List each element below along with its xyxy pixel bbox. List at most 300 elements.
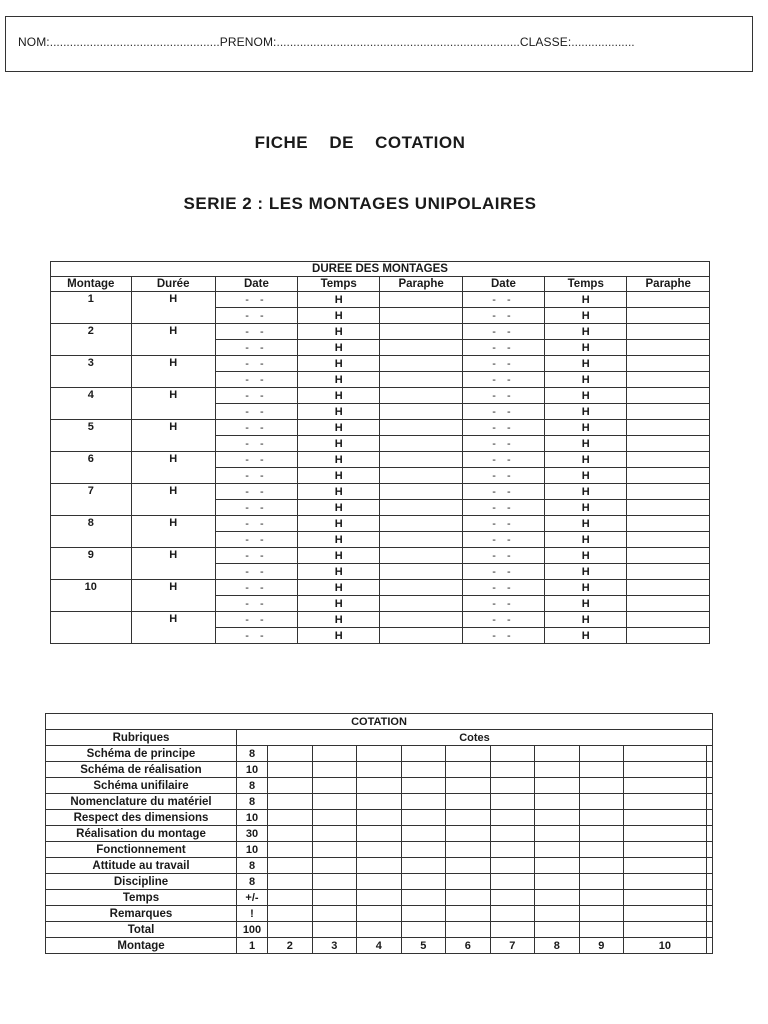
- duree-cell[interactable]: H: [131, 516, 215, 548]
- cote-cell[interactable]: [579, 874, 624, 890]
- cote-cell[interactable]: [624, 874, 707, 890]
- paraphe-cell[interactable]: [380, 356, 462, 372]
- cote-cell[interactable]: [401, 810, 446, 826]
- cote-cell[interactable]: [535, 826, 580, 842]
- cote-cell[interactable]: [401, 794, 446, 810]
- cote-cell[interactable]: [490, 762, 535, 778]
- cote-cell[interactable]: [312, 778, 357, 794]
- date-cell[interactable]: - -: [215, 452, 297, 468]
- date-cell[interactable]: - -: [462, 596, 544, 612]
- cote-cell[interactable]: [401, 826, 446, 842]
- cote-cell[interactable]: [706, 842, 712, 858]
- temps-cell[interactable]: H: [298, 340, 380, 356]
- cote-cell[interactable]: [357, 826, 402, 842]
- date-cell[interactable]: - -: [215, 564, 297, 580]
- date-cell[interactable]: - -: [462, 532, 544, 548]
- paraphe-cell[interactable]: [380, 420, 462, 436]
- cote-cell[interactable]: [357, 874, 402, 890]
- cote-cell[interactable]: [401, 874, 446, 890]
- date-cell[interactable]: - -: [215, 436, 297, 452]
- paraphe-cell[interactable]: [627, 548, 710, 564]
- temps-cell[interactable]: H: [545, 532, 627, 548]
- temps-cell[interactable]: H: [545, 436, 627, 452]
- date-cell[interactable]: - -: [215, 612, 297, 628]
- cote-cell[interactable]: [535, 842, 580, 858]
- date-cell[interactable]: - -: [215, 548, 297, 564]
- paraphe-cell[interactable]: [380, 292, 462, 308]
- paraphe-cell[interactable]: [380, 532, 462, 548]
- cote-cell[interactable]: [624, 746, 707, 762]
- cote-cell[interactable]: [579, 890, 624, 906]
- date-cell[interactable]: - -: [215, 532, 297, 548]
- cote-cell[interactable]: [446, 890, 491, 906]
- duree-cell[interactable]: H: [131, 420, 215, 452]
- temps-cell[interactable]: H: [298, 388, 380, 404]
- paraphe-cell[interactable]: [380, 452, 462, 468]
- cote-cell[interactable]: [268, 842, 313, 858]
- date-cell[interactable]: - -: [462, 324, 544, 340]
- cotation-row: [46, 794, 713, 810]
- cote-cell[interactable]: [535, 810, 580, 826]
- cote-cell[interactable]: [268, 794, 313, 810]
- date-cell[interactable]: - -: [215, 420, 297, 436]
- paraphe-cell[interactable]: [380, 404, 462, 420]
- paraphe-cell[interactable]: [380, 596, 462, 612]
- duree-cell[interactable]: H: [131, 612, 215, 644]
- date-cell[interactable]: - -: [215, 308, 297, 324]
- cote-cell[interactable]: [490, 858, 535, 874]
- cote-cell[interactable]: [446, 858, 491, 874]
- date-cell[interactable]: - -: [215, 500, 297, 516]
- temps-cell[interactable]: H: [545, 356, 627, 372]
- cote-cell[interactable]: [312, 890, 357, 906]
- cote-cell[interactable]: [357, 762, 402, 778]
- paraphe-cell[interactable]: [627, 516, 710, 532]
- temps-cell[interactable]: H: [298, 628, 380, 644]
- cote-cell[interactable]: [579, 810, 624, 826]
- duree-row: [51, 612, 710, 628]
- montage-number: 4: [357, 938, 402, 954]
- cote-cell[interactable]: [490, 746, 535, 762]
- date-cell[interactable]: - -: [215, 628, 297, 644]
- date-cell[interactable]: - -: [215, 516, 297, 532]
- rubrique-points: 8: [237, 778, 268, 794]
- cote-cell[interactable]: [624, 778, 707, 794]
- temps-cell[interactable]: H: [298, 580, 380, 596]
- cote-cell[interactable]: [312, 762, 357, 778]
- cote-cell[interactable]: [535, 778, 580, 794]
- paraphe-cell[interactable]: [627, 404, 710, 420]
- cote-cell[interactable]: [706, 906, 712, 922]
- temps-cell[interactable]: H: [545, 308, 627, 324]
- cote-cell[interactable]: [446, 842, 491, 858]
- temps-cell[interactable]: H: [545, 596, 627, 612]
- montage-number-cell: 7: [51, 484, 132, 516]
- date-cell[interactable]: - -: [462, 564, 544, 580]
- paraphe-cell[interactable]: [380, 324, 462, 340]
- temps-cell[interactable]: H: [298, 324, 380, 340]
- temps-cell[interactable]: H: [298, 612, 380, 628]
- montage-number: 10: [624, 938, 707, 954]
- cote-cell[interactable]: [401, 842, 446, 858]
- cote-cell[interactable]: [357, 746, 402, 762]
- temps-cell[interactable]: H: [545, 484, 627, 500]
- cote-cell[interactable]: [579, 858, 624, 874]
- temps-cell[interactable]: H: [545, 372, 627, 388]
- cote-cell[interactable]: [312, 922, 357, 938]
- rubrique-label: Temps: [46, 890, 237, 906]
- cote-cell[interactable]: [535, 794, 580, 810]
- cotation-row: [46, 874, 713, 890]
- cote-cell[interactable]: [706, 890, 712, 906]
- temps-cell[interactable]: H: [545, 404, 627, 420]
- cote-cell[interactable]: [535, 890, 580, 906]
- temps-cell[interactable]: H: [545, 468, 627, 484]
- cote-cell[interactable]: [357, 890, 402, 906]
- cote-cell[interactable]: [624, 906, 707, 922]
- date-cell[interactable]: - -: [462, 628, 544, 644]
- cote-cell[interactable]: [357, 858, 402, 874]
- paraphe-cell[interactable]: [627, 452, 710, 468]
- cote-cell[interactable]: [706, 826, 712, 842]
- cote-cell[interactable]: [446, 762, 491, 778]
- date-cell[interactable]: - -: [462, 516, 544, 532]
- paraphe-cell[interactable]: [627, 500, 710, 516]
- cote-cell[interactable]: [446, 794, 491, 810]
- cote-cell[interactable]: [579, 826, 624, 842]
- rubrique-points: 100: [237, 922, 268, 938]
- date-cell[interactable]: - -: [215, 356, 297, 372]
- cote-cell[interactable]: [446, 922, 491, 938]
- date-cell[interactable]: - -: [215, 580, 297, 596]
- duree-col-header: Durée: [131, 277, 215, 292]
- paraphe-cell[interactable]: [380, 580, 462, 596]
- paraphe-cell[interactable]: [627, 532, 710, 548]
- cote-cell[interactable]: [312, 842, 357, 858]
- cote-cell[interactable]: [446, 874, 491, 890]
- cote-cell[interactable]: [535, 906, 580, 922]
- temps-cell[interactable]: H: [545, 452, 627, 468]
- cotation-title: COTATION: [46, 714, 713, 730]
- cote-cell[interactable]: [535, 874, 580, 890]
- paraphe-cell[interactable]: [627, 372, 710, 388]
- cote-cell[interactable]: [624, 890, 707, 906]
- cote-cell[interactable]: [312, 906, 357, 922]
- nom-field[interactable]: ...................................................: [49, 35, 220, 49]
- cote-cell[interactable]: [268, 810, 313, 826]
- paraphe-cell[interactable]: [627, 420, 710, 436]
- date-cell[interactable]: - -: [462, 484, 544, 500]
- duree-col-header: Temps: [298, 277, 380, 292]
- duree-cell[interactable]: H: [131, 356, 215, 388]
- paraphe-cell[interactable]: [380, 612, 462, 628]
- cote-cell[interactable]: [401, 922, 446, 938]
- date-cell[interactable]: - -: [462, 356, 544, 372]
- temps-cell[interactable]: H: [545, 516, 627, 532]
- cote-cell[interactable]: [401, 746, 446, 762]
- paraphe-cell[interactable]: [627, 388, 710, 404]
- cotation-row: [46, 890, 713, 906]
- cote-cell[interactable]: [312, 810, 357, 826]
- paraphe-cell[interactable]: [380, 548, 462, 564]
- cote-cell[interactable]: [579, 778, 624, 794]
- date-cell[interactable]: - -: [462, 548, 544, 564]
- cote-cell[interactable]: [268, 746, 313, 762]
- paraphe-cell[interactable]: [380, 388, 462, 404]
- cote-cell[interactable]: [357, 906, 402, 922]
- cote-cell[interactable]: [535, 922, 580, 938]
- temps-cell[interactable]: H: [545, 564, 627, 580]
- paraphe-cell[interactable]: [380, 308, 462, 324]
- cote-cell[interactable]: [357, 794, 402, 810]
- temps-cell[interactable]: H: [298, 404, 380, 420]
- cote-cell[interactable]: [401, 906, 446, 922]
- cote-cell[interactable]: [535, 762, 580, 778]
- cote-cell[interactable]: [268, 890, 313, 906]
- cote-cell[interactable]: [490, 906, 535, 922]
- cote-cell[interactable]: [268, 762, 313, 778]
- paraphe-cell[interactable]: [627, 356, 710, 372]
- cote-cell[interactable]: [624, 922, 707, 938]
- paraphe-cell[interactable]: [380, 500, 462, 516]
- paraphe-cell[interactable]: [380, 628, 462, 644]
- classe-field[interactable]: ...................: [571, 35, 635, 49]
- cote-cell[interactable]: [446, 826, 491, 842]
- cote-cell[interactable]: [706, 874, 712, 890]
- temps-cell[interactable]: H: [545, 324, 627, 340]
- cote-cell[interactable]: [490, 922, 535, 938]
- duree-cell[interactable]: H: [131, 388, 215, 420]
- paraphe-cell[interactable]: [627, 564, 710, 580]
- cote-cell[interactable]: [579, 922, 624, 938]
- cote-cell[interactable]: [624, 842, 707, 858]
- cote-cell[interactable]: [268, 906, 313, 922]
- prenom-field[interactable]: .........................................................................: [276, 35, 520, 49]
- paraphe-cell[interactable]: [627, 596, 710, 612]
- cote-cell[interactable]: [490, 842, 535, 858]
- temps-cell[interactable]: H: [298, 372, 380, 388]
- duree-cell[interactable]: H: [131, 580, 215, 612]
- temps-cell[interactable]: H: [545, 612, 627, 628]
- cote-cell[interactable]: [579, 762, 624, 778]
- paraphe-cell[interactable]: [627, 484, 710, 500]
- cote-cell[interactable]: [312, 874, 357, 890]
- cote-cell[interactable]: [312, 794, 357, 810]
- rubrique-label: Schéma unifilaire: [46, 778, 237, 794]
- paraphe-cell[interactable]: [380, 340, 462, 356]
- rubrique-label: Schéma de réalisation: [46, 762, 237, 778]
- cote-cell[interactable]: [446, 746, 491, 762]
- cote-cell[interactable]: [490, 890, 535, 906]
- temps-cell[interactable]: H: [298, 468, 380, 484]
- date-cell[interactable]: - -: [215, 404, 297, 420]
- rubrique-label: Schéma de principe: [46, 746, 237, 762]
- page-title: FICHE DE COTATION: [254, 133, 466, 152]
- cote-cell[interactable]: [706, 810, 712, 826]
- temps-cell[interactable]: H: [545, 340, 627, 356]
- date-cell[interactable]: - -: [215, 484, 297, 500]
- montage-number-cell: 8: [51, 516, 132, 548]
- cote-cell[interactable]: [535, 858, 580, 874]
- duree-cell[interactable]: H: [131, 292, 215, 324]
- cote-cell[interactable]: [624, 826, 707, 842]
- cote-cell[interactable]: [268, 778, 313, 794]
- temps-cell[interactable]: H: [298, 292, 380, 308]
- cote-cell[interactable]: [401, 762, 446, 778]
- cote-cell[interactable]: [490, 794, 535, 810]
- rubrique-points: 30: [237, 826, 268, 842]
- cote-cell[interactable]: [535, 746, 580, 762]
- date-cell[interactable]: - -: [215, 324, 297, 340]
- duree-cell[interactable]: H: [131, 548, 215, 580]
- rubrique-points: 8: [237, 746, 268, 762]
- temps-cell[interactable]: H: [298, 436, 380, 452]
- cote-cell[interactable]: [490, 810, 535, 826]
- cote-cell[interactable]: [357, 778, 402, 794]
- cotation-table: [45, 713, 713, 954]
- date-cell[interactable]: - -: [462, 612, 544, 628]
- cotation-row: [46, 810, 713, 826]
- date-cell[interactable]: - -: [215, 372, 297, 388]
- cote-cell[interactable]: [579, 842, 624, 858]
- cote-cell[interactable]: [624, 858, 707, 874]
- date-cell[interactable]: - -: [462, 436, 544, 452]
- temps-cell[interactable]: H: [298, 548, 380, 564]
- date-cell[interactable]: - -: [215, 388, 297, 404]
- temps-cell[interactable]: H: [298, 356, 380, 372]
- date-cell[interactable]: - -: [462, 452, 544, 468]
- cote-cell[interactable]: [401, 890, 446, 906]
- date-cell[interactable]: - -: [215, 292, 297, 308]
- date-cell[interactable]: - -: [462, 308, 544, 324]
- paraphe-cell[interactable]: [627, 436, 710, 452]
- cote-cell[interactable]: [706, 778, 712, 794]
- rubrique-label: Remarques: [46, 906, 237, 922]
- cote-cell[interactable]: [446, 810, 491, 826]
- cote-cell[interactable]: [706, 762, 712, 778]
- paraphe-cell[interactable]: [380, 484, 462, 500]
- cote-cell[interactable]: [357, 810, 402, 826]
- cote-cell[interactable]: [268, 874, 313, 890]
- paraphe-cell[interactable]: [380, 516, 462, 532]
- paraphe-cell[interactable]: [380, 436, 462, 452]
- cote-cell[interactable]: [706, 922, 712, 938]
- cote-cell[interactable]: [579, 746, 624, 762]
- cote-cell[interactable]: [624, 762, 707, 778]
- paraphe-cell[interactable]: [627, 628, 710, 644]
- date-cell[interactable]: - -: [462, 420, 544, 436]
- temps-cell[interactable]: H: [545, 420, 627, 436]
- cote-cell[interactable]: [401, 858, 446, 874]
- paraphe-cell[interactable]: [627, 340, 710, 356]
- date-cell[interactable]: - -: [462, 468, 544, 484]
- duree-cell[interactable]: H: [131, 452, 215, 484]
- paraphe-cell[interactable]: [380, 372, 462, 388]
- date-cell[interactable]: - -: [462, 292, 544, 308]
- duree-row: [51, 324, 710, 340]
- date-cell[interactable]: - -: [462, 580, 544, 596]
- cote-cell[interactable]: [706, 794, 712, 810]
- cote-cell[interactable]: [268, 826, 313, 842]
- duree-cell[interactable]: H: [131, 484, 215, 516]
- temps-cell[interactable]: H: [298, 420, 380, 436]
- cote-cell[interactable]: [401, 778, 446, 794]
- paraphe-cell[interactable]: [627, 580, 710, 596]
- cote-cell[interactable]: [312, 826, 357, 842]
- date-cell[interactable]: - -: [215, 340, 297, 356]
- temps-cell[interactable]: H: [545, 500, 627, 516]
- classe-label: CLASSE:: [519, 35, 572, 49]
- cote-cell[interactable]: [446, 906, 491, 922]
- paraphe-cell[interactable]: [627, 324, 710, 340]
- paraphe-cell[interactable]: [380, 564, 462, 580]
- date-cell[interactable]: - -: [462, 340, 544, 356]
- temps-cell[interactable]: H: [545, 628, 627, 644]
- cote-cell[interactable]: [624, 794, 707, 810]
- date-cell[interactable]: - -: [462, 500, 544, 516]
- cote-cell[interactable]: [706, 858, 712, 874]
- cotes-header: Cotes: [237, 730, 713, 746]
- duree-cell[interactable]: H: [131, 324, 215, 356]
- duree-col-header: Date: [215, 277, 297, 292]
- temps-cell[interactable]: H: [298, 596, 380, 612]
- paraphe-cell[interactable]: [627, 612, 710, 628]
- cote-cell[interactable]: [312, 858, 357, 874]
- cote-cell[interactable]: [357, 842, 402, 858]
- temps-cell[interactable]: H: [298, 308, 380, 324]
- cote-cell[interactable]: [312, 746, 357, 762]
- duree-row: [51, 580, 710, 596]
- temps-cell[interactable]: H: [298, 484, 380, 500]
- cote-cell[interactable]: [268, 858, 313, 874]
- temps-cell[interactable]: H: [298, 564, 380, 580]
- student-info-line: [18, 35, 635, 49]
- paraphe-cell[interactable]: [627, 308, 710, 324]
- paraphe-cell[interactable]: [627, 292, 710, 308]
- duree-row: [51, 452, 710, 468]
- temps-cell[interactable]: H: [298, 500, 380, 516]
- empty-cell: [706, 938, 712, 954]
- temps-cell[interactable]: H: [545, 580, 627, 596]
- cote-cell[interactable]: [624, 810, 707, 826]
- cote-cell[interactable]: [490, 778, 535, 794]
- temps-cell[interactable]: H: [298, 516, 380, 532]
- cote-cell[interactable]: [268, 922, 313, 938]
- cotation-row: [46, 922, 713, 938]
- cote-cell[interactable]: [357, 922, 402, 938]
- cote-cell[interactable]: [490, 826, 535, 842]
- date-cell[interactable]: - -: [462, 404, 544, 420]
- student-info-box: [5, 16, 753, 72]
- temps-cell[interactable]: H: [298, 532, 380, 548]
- cotation-header-row: [46, 730, 713, 746]
- temps-cell[interactable]: H: [545, 548, 627, 564]
- temps-cell[interactable]: H: [545, 388, 627, 404]
- cote-cell[interactable]: [579, 794, 624, 810]
- cote-cell[interactable]: [446, 778, 491, 794]
- temps-cell[interactable]: H: [298, 452, 380, 468]
- date-cell[interactable]: - -: [462, 372, 544, 388]
- cote-cell[interactable]: [579, 906, 624, 922]
- cote-cell[interactable]: [490, 874, 535, 890]
- date-cell[interactable]: - -: [462, 388, 544, 404]
- date-cell[interactable]: - -: [215, 596, 297, 612]
- cote-cell[interactable]: [706, 746, 712, 762]
- paraphe-cell[interactable]: [627, 468, 710, 484]
- paraphe-cell[interactable]: [380, 468, 462, 484]
- temps-cell[interactable]: H: [545, 292, 627, 308]
- date-cell[interactable]: - -: [215, 468, 297, 484]
